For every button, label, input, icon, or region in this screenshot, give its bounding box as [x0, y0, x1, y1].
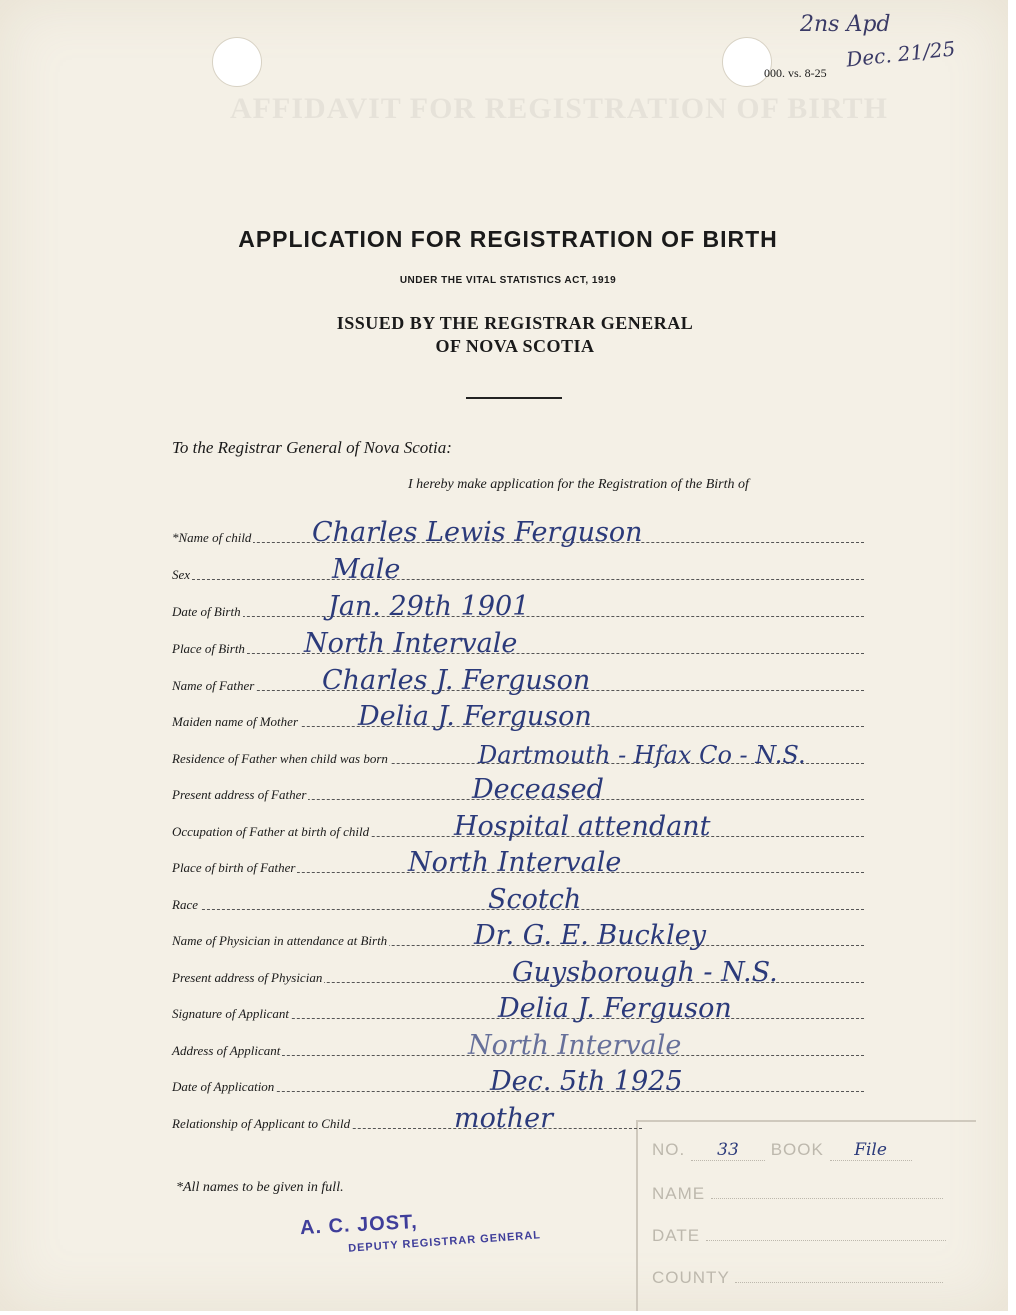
field-row [172, 811, 864, 842]
field-value: Jan. 29th 1901 [328, 591, 530, 622]
office-box-no-label: NO. [652, 1140, 686, 1159]
field-row [172, 1066, 864, 1097]
field-value: North Intervale [408, 847, 622, 878]
field-row [172, 957, 864, 988]
field-value: mother [454, 1103, 553, 1134]
corner-note-line2: Dec. 21/25 [845, 36, 957, 72]
punch-hole-left [212, 37, 262, 87]
field-value: North Intervale [304, 628, 518, 659]
field-label: *Name of child [172, 530, 252, 545]
field-value: Dec. 5th 1925 [490, 1066, 683, 1097]
field-value: Charles Lewis Ferguson [312, 517, 643, 548]
field-value: Male [332, 554, 401, 585]
field-row [172, 847, 864, 878]
intro-text: I hereby make application for the Registration of the Birth of [408, 477, 749, 492]
field-row [172, 628, 864, 659]
field-value: Dr. G. E. Buckley [474, 920, 706, 951]
field-value: Deceased [472, 774, 604, 805]
office-box-county-label: COUNTY [652, 1268, 730, 1287]
field-row [172, 1103, 642, 1134]
field-label: Occupation of Father at birth of child [172, 824, 370, 839]
bleed-through-title: AFFIDAVIT FOR REGISTRATION OF BIRTH [230, 92, 888, 125]
field-row [172, 591, 864, 622]
field-label: Sex [172, 567, 191, 582]
field-row [172, 743, 864, 767]
field-label: Residence of Father when child was born [172, 751, 388, 766]
field-label: Maiden name of Mother [172, 714, 299, 729]
field-value: Hospital attendant [454, 811, 711, 842]
field-row [172, 701, 864, 732]
dotted-line [172, 579, 864, 580]
field-row [172, 517, 864, 548]
field-value: Charles J. Ferguson [322, 665, 591, 696]
office-box-name-row [652, 1184, 943, 1204]
field-label: Date of Birth [172, 604, 241, 619]
field-row [172, 774, 864, 805]
registrar-stamp-title: DEPUTY REGISTRAR GENERAL [347, 1229, 542, 1255]
registrar-stamp-name: A. C. JOST, [299, 1210, 419, 1240]
issued-by-line1: ISSUED BY THE REGISTRAR GENERAL [336, 313, 694, 333]
field-label: Place of birth of Father [172, 860, 296, 875]
office-box-county-row [652, 1268, 943, 1288]
field-label: Present address of Physician [172, 970, 323, 985]
field-label: Date of Application [172, 1079, 275, 1094]
field-label: Name of Father [172, 678, 255, 693]
field-row [172, 884, 864, 915]
form-number: 000. vs. 8-25 [764, 66, 827, 80]
field-value: Guysborough - N.S. [512, 957, 778, 988]
office-box-book-value: File [854, 1140, 887, 1160]
field-label: Race [172, 897, 198, 912]
issued-by-line2: OF NOVA SCOTIA [435, 336, 595, 356]
office-box-no-row [652, 1140, 912, 1161]
office-box-no-value: 33 [717, 1140, 739, 1160]
form-subtitle: UNDER THE VITAL STATISTICS ACT, 1919 [399, 275, 617, 286]
office-box-name-label: NAME [652, 1184, 706, 1203]
field-value: North Intervale [468, 1030, 682, 1061]
field-label: Place of Birth [172, 641, 245, 656]
footnote: *All names to be given in full. [176, 1180, 344, 1195]
field-row [172, 993, 864, 1024]
field-label: Address of Applicant [172, 1043, 281, 1058]
field-label: Signature of Applicant [172, 1006, 289, 1021]
field-row [172, 1030, 864, 1061]
field-row [172, 920, 864, 951]
field-value: Scotch [488, 884, 582, 915]
field-label: Relationship of Applicant to Child [172, 1116, 351, 1131]
field-value: Delia J. Ferguson [498, 993, 732, 1024]
field-value: Dartmouth - Hfax Co - N.S. [478, 741, 806, 769]
form-title: APPLICATION FOR REGISTRATION OF BIRTH [238, 226, 778, 252]
divider-rule [466, 397, 562, 399]
dotted-line [172, 653, 864, 654]
salutation: To the Registrar General of Nova Scotia: [172, 438, 452, 457]
field-label: Name of Physician in attendance at Birth [172, 933, 388, 948]
corner-note-line1: 2ns Apd [800, 12, 891, 37]
office-box-date-row [652, 1226, 946, 1246]
office-box-date-label: DATE [652, 1226, 701, 1245]
field-value: Delia J. Ferguson [358, 701, 592, 732]
field-label: Present address of Father [172, 787, 307, 802]
office-box-book-label: BOOK [770, 1140, 824, 1159]
field-row [172, 554, 864, 585]
field-row [172, 665, 864, 696]
office-use-box [636, 1120, 976, 1311]
